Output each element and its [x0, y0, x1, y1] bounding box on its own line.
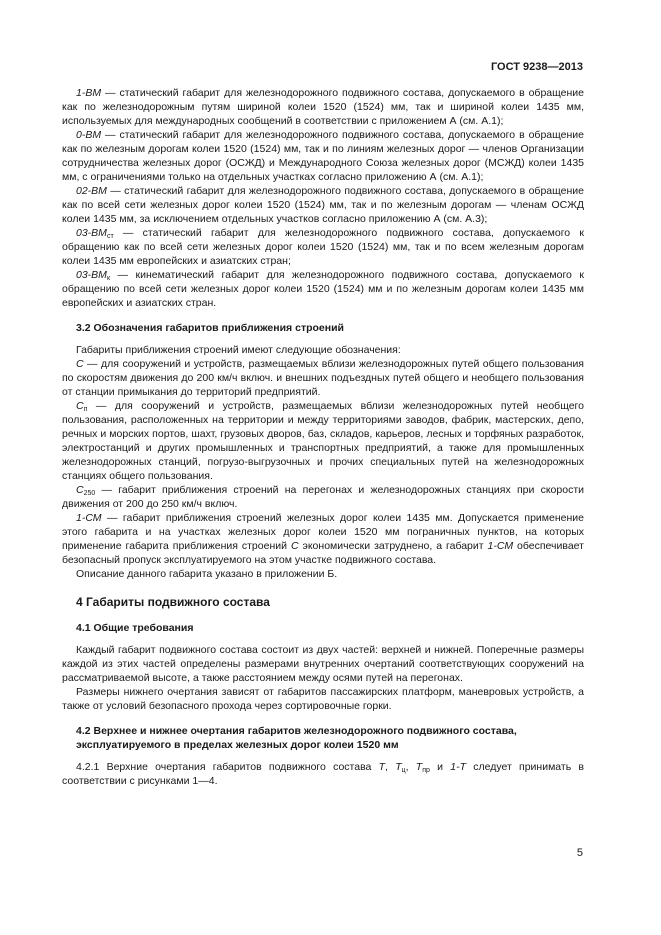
clause-text: , — [385, 761, 396, 773]
definition-text: — статический габарит для железнодорожного подвижного состава, допускаемого к обращению как по всей сети железных дорог колеи 1520 (1524) мм, так и по всем железным дорогам колеи 1435 мм европейских и азиатских стран; — [62, 227, 584, 267]
gauge-term: Т — [415, 761, 423, 773]
clearance-text: — габарит приближения строений на перегонах и железнодорожных станциях при скорости движения от 200 до 250 км/ч включ. — [62, 484, 584, 510]
definition-text: — статический габарит для железнодорожного подвижного состава, допускаемого в обращение как по железнодорожным путям шириной колеи 1520 (1524) мм, так и шириной колеи 1435 мм, используемых для международных сообщений в соответствии с приложением А (см. А.1); — [62, 87, 584, 127]
definition-text: — статический габарит для железнодорожного подвижного состава, допускаемого в обращение как по железным дорогам колеи 1520 (1524) мм, так и по линиям железных дорог — членов Организации сотрудничества железных дорог (ОСЖД) и Международного Союза железных дорог (МСЖД) колеи 1435 мм, с ограничениями только на отдельных участках согласно приложению А (см. А.1); — [62, 129, 584, 183]
definition-term: 1-ВМ — [76, 87, 102, 99]
section-4-1-paragraph-1: Каждый габарит подвижного состава состоит из двух частей: верхней и нижней. Поперечные размеры каждой из этих частей определены размерами внутренних очертаний соответствующих сооружений на рассматриваемой высоте, а также расстоянием между осями путей на перегонах. — [62, 644, 584, 684]
clearance-1cm — [62, 511, 584, 567]
section-4-1-heading: 4.1 Общие требования — [76, 622, 194, 634]
clearance-term: 1-СМ — [487, 540, 514, 552]
definition-03vm-st — [62, 226, 584, 268]
definition-term: 02-ВМ — [76, 185, 107, 197]
clearance-term: С — [76, 358, 84, 370]
clearance-term: 1-СМ — [76, 512, 102, 524]
clearance-text: обеспечивает безопасный пропуск эксплуатируемого на этом участке подвижного состава. — [62, 540, 584, 566]
section-3-2-intro: Габариты приближения строений имеют следующие обозначения: — [76, 344, 401, 356]
definition-term: 03-ВМ — [76, 227, 107, 239]
definition-03vm-k — [62, 268, 584, 310]
clearance-text: — для сооружений и устройств, размещаемых вблизи железнодорожных путей общего пользования по скоростям движения до 200 км/ч включ. и внешних подъездных путей общего и необщего пользования от станции примыкания до территорий предприятий. — [62, 358, 584, 398]
gauge-term: 1-Т — [450, 761, 466, 773]
clearance-text: — для сооружений и устройств, размещаемых вблизи железнодорожных путей необщего пользования, расположенных на территории и между территориями заводов, фабрик, мастерских, депо, речных и морских портов, шахт, грузовых дворов, баз, складов, карьеров, лесных и торфяных разработок, электростанций и других промышленных и транспортных предприятий, а также для промышленных железнодорожных станций, погрузо-выгрузочных и прочих специальных путей на железнодорожных станциях общего пользования. — [62, 400, 584, 482]
clearance-text: экономически затруднено, а габарит — [298, 540, 488, 552]
clause-text: , — [405, 761, 416, 773]
document-code: ГОСТ 9238—2013 — [490, 61, 583, 73]
clause-text: и — [429, 761, 451, 773]
clause-text: следует принимать в соответствии с рисунками 1—4. — [62, 761, 584, 787]
definition-02vm — [62, 184, 584, 226]
gauge-term-subscript: пр — [422, 767, 430, 774]
section-4-heading: 4 Габариты подвижного состава — [76, 595, 270, 609]
clearance-c250 — [62, 483, 584, 511]
definition-term: 0-ВМ — [76, 129, 102, 141]
clearance-c — [62, 357, 584, 399]
clearance-term: С — [76, 400, 84, 412]
clause-number: 4.2.1 — [76, 761, 107, 773]
gauge-term-subscript: ц — [401, 767, 406, 774]
definition-term-subscript: ст — [106, 233, 114, 240]
section-3-2-heading: 3.2 Обозначения габаритов приближения строений — [76, 322, 345, 334]
clearance-text: — габарит приближения строений железных дорог колеи 1435 мм. Допускается применение этого габарита и на участках железных дорог колеи 1520 мм пограничных пунктов, на которых применение габарита приближения строений — [62, 512, 584, 552]
definition-text: — кинематический габарит для железнодорожного подвижного состава, допускаемого к обращению по всей сети железных дорог колеи 1520 (1524) мм и по железным дорогам колеи 1435 мм европейских и азиатских стран. — [62, 269, 584, 309]
clearance-term: С — [76, 484, 84, 496]
definition-1vm — [62, 86, 584, 128]
clearance-term-subscript: 250 — [83, 490, 96, 497]
definition-term: 03-ВМ — [76, 269, 107, 281]
definition-text: — статический габарит для железнодорожного подвижного состава, допускаемого в обращение как по всей сети железных дорог колеи 1520 (1524) мм, так и по железным дорогам — членам ОСЖД колеи 1435 мм, за исключением отдельных участков согласно приложению А (см. А.3); — [62, 185, 584, 225]
section-4-2-1-paragraph — [62, 760, 584, 788]
definition-0vm — [62, 128, 584, 184]
definition-term-subscript: к — [106, 275, 110, 282]
section-4-1-paragraph-2: Размеры нижнего очертания зависят от габаритов пассажирских платформ, маневровых устройств, а также от условий безопасного прохода через сортировочные горки. — [62, 686, 584, 712]
clearance-term: С — [290, 540, 299, 552]
clearance-cp — [62, 399, 584, 483]
appendix-note: Описание данного габарита указано в приложении Б. — [76, 568, 338, 580]
clause-text: Верхние очертания габаритов подвижного состава — [106, 761, 379, 773]
page-content — [62, 86, 584, 788]
gauge-term: Т — [378, 761, 386, 773]
page-number: 5 — [576, 847, 583, 859]
section-4-2-heading: 4.2 Верхнее и нижнее очертания габаритов железнодорожного подвижного состава, эксплуатируемого в пределах железных дорог колеи 1520 мм — [76, 725, 517, 751]
gauge-term: Т — [395, 761, 402, 773]
clearance-term-subscript: п — [83, 406, 88, 413]
